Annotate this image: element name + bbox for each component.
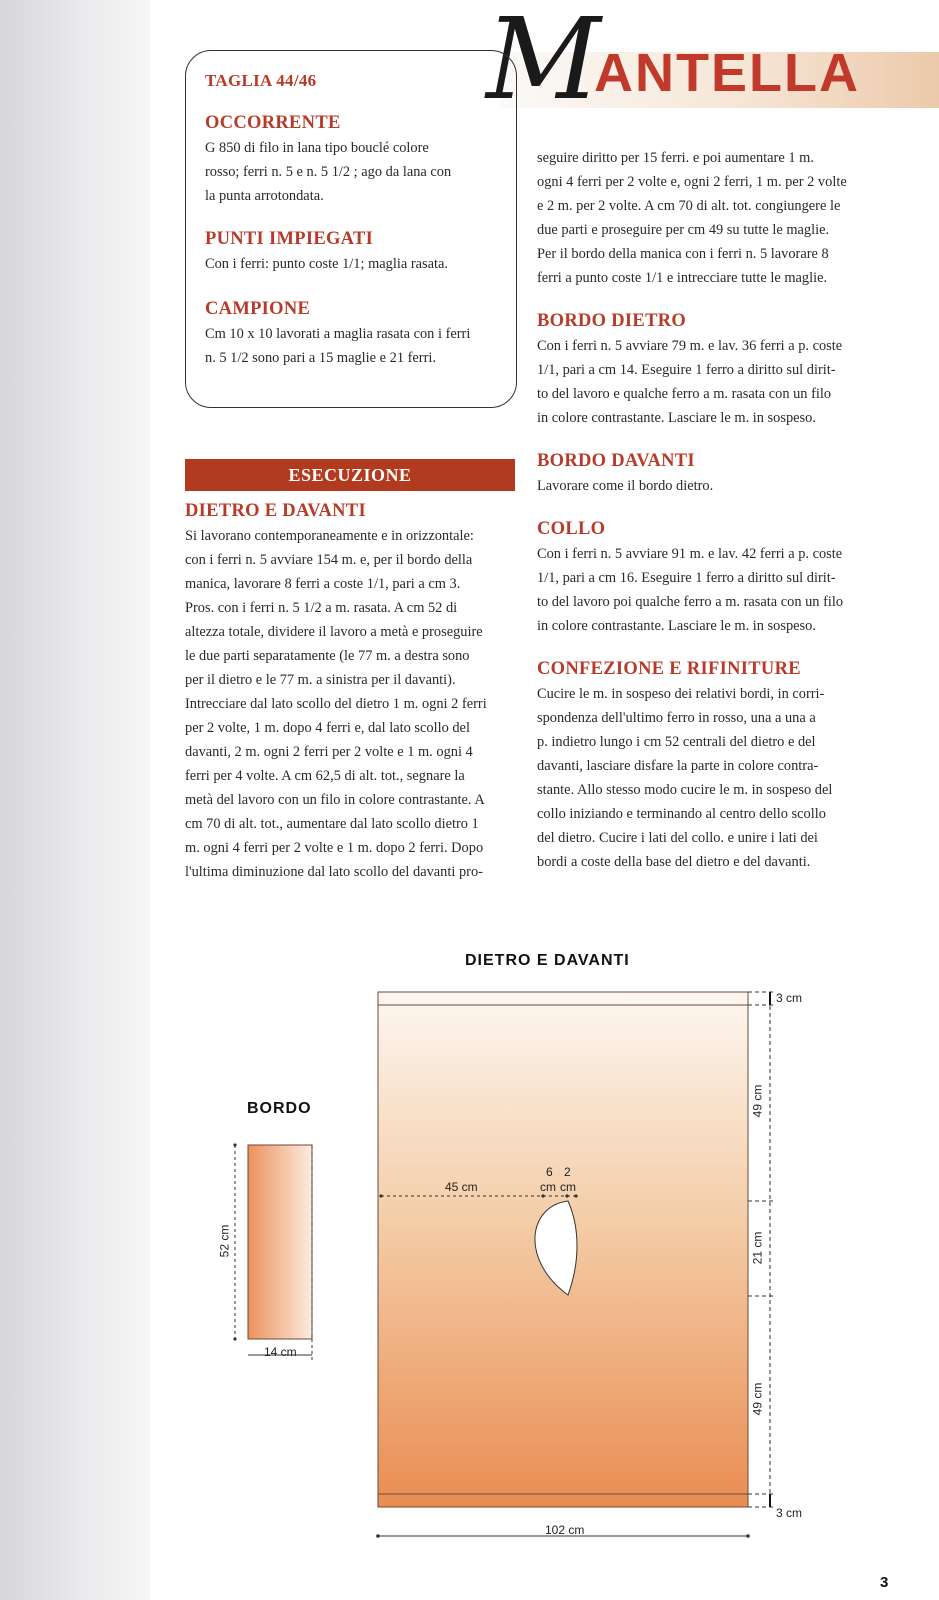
bordo-shape <box>248 1145 312 1339</box>
text-line: davanti, 2 m. ogni 2 ferri per 2 volte e 1 m. ogni 4 <box>185 744 473 760</box>
bordo-davanti-title: BORDO DAVANTI <box>537 451 695 471</box>
dim-dot <box>541 1194 544 1197</box>
text-line: Con i ferri n. 5 avviare 79 m. e lav. 36 ferri a p. coste <box>537 338 843 354</box>
text-line: metà del lavoro con un filo in colore contrastante. A <box>185 792 485 808</box>
text-line: 1/1, pari a cm 16. Eseguire 1 ferro a diritto sul dirit- <box>537 570 836 586</box>
dim-middle: 21 cm <box>750 1231 765 1265</box>
campione-title: CAMPIONE <box>205 299 311 319</box>
text-line: Intrecciare dal lato scollo del dietro 1 m. ogni 2 ferri <box>185 696 487 712</box>
punti-line: Con i ferri: punto coste 1/1; maglia rasata. <box>205 256 448 272</box>
confezione-title: CONFEZIONE E RIFINITURE <box>537 659 801 679</box>
text-line: seguire diritto per 15 ferri. e poi aumentare 1 m. <box>537 150 814 166</box>
text-line: 1/1, pari a cm 14. Eseguire 1 ferro a diritto sul dirit- <box>537 362 836 378</box>
title-script-letter: M <box>486 0 595 125</box>
text-line: collo iniziando e terminando al centro dello scollo <box>537 806 826 822</box>
text-line: ogni 4 ferri per 2 volte e, ogni 2 ferri, 1 m. per 2 volte <box>537 174 847 190</box>
text-line: le due parti separatamente (le 77 m. a destra sono <box>185 648 470 664</box>
text-line: in colore contrastante. Lasciare le m. in sospeso. <box>537 410 816 426</box>
text-line: Si lavorano contemporaneamente e in orizzontale: <box>185 528 474 544</box>
page-number: 3 <box>880 1574 889 1591</box>
text-line: ferri per 4 volte. A cm 62,5 di alt. tot., segnare la <box>185 768 465 784</box>
dim-neck-b-unit: cm <box>560 1180 576 1194</box>
dim-neck-a-unit: cm <box>540 1180 556 1194</box>
text-line: davanti, lasciare disfare la parte in colore contra- <box>537 758 819 774</box>
dim-bordo-width: 14 cm <box>264 1345 297 1359</box>
text-line: con i ferri n. 5 avviare 154 m. e, per il bordo della <box>185 552 473 568</box>
dim-bottom-band: 3 cm <box>776 1506 803 1520</box>
dim-width: 102 cm <box>545 1523 585 1537</box>
dim-neck-b-num: 2 <box>564 1165 571 1179</box>
size-label: TAGLIA 44/46 <box>205 71 317 90</box>
text-line: per 2 volte, 1 m. dopo 4 ferri e, dal lato scollo del <box>185 720 470 736</box>
text-line: Cucire le m. in sospeso dei relativi bordi, in corri- <box>537 686 825 702</box>
dim-neck-a-num: 6 <box>546 1165 553 1179</box>
text-line: e 2 m. per 2 volte. A cm 70 di alt. tot. congiungere le <box>537 198 841 214</box>
esecuzione-bar: ESECUZIONE <box>185 459 515 491</box>
dim-bordo-height: 52 cm <box>217 1224 232 1258</box>
text-line: to del lavoro e qualche ferro a m. rasata con un filo <box>537 386 832 402</box>
text-line: bordi a coste della base del dietro e del davanti. <box>537 854 811 870</box>
text-line: per il dietro e le 77 m. a sinistra per il davanti). <box>185 672 456 688</box>
text-line: ferri a punto coste 1/1 e intrecciare tutte le maglie. <box>537 270 828 286</box>
dim-top-band: 3 cm <box>776 991 803 1005</box>
diagram-bordo-title: BORDO <box>247 1100 312 1117</box>
dietro-davanti-title: DIETRO E DAVANTI <box>185 501 366 521</box>
occorrente-line: G 850 di filo in lana tipo bouclé colore <box>205 140 429 156</box>
text-line: Con i ferri n. 5 avviare 91 m. e lav. 42 ferri a p. coste <box>537 546 843 562</box>
text-line: stante. Allo stesso modo cucire le m. in sospeso del <box>537 782 833 798</box>
text-line: manica, lavorare 8 ferri a coste 1/1, pari a cm 3. <box>185 576 461 592</box>
text-line: in colore contrastante. Lasciare le m. in sospeso. <box>537 618 816 634</box>
dim-dot <box>379 1194 382 1197</box>
text-line: spondenza dell'ultimo ferro in rosso, una a una a <box>537 710 816 726</box>
text-line: altezza totale, dividere il lavoro a metà e proseguire <box>185 624 483 640</box>
dim-dot <box>746 1534 750 1538</box>
collo-title: COLLO <box>537 519 606 539</box>
dim-neck-offset: 45 cm <box>445 1180 478 1194</box>
text-line: Lavorare come il bordo dietro. <box>537 478 714 494</box>
dim-dot <box>565 1194 568 1197</box>
text-line: m. ogni 4 ferri per 2 volte e 1 m. dopo 2 ferri. Dopo <box>185 840 484 856</box>
bordo-dietro-title: BORDO DIETRO <box>537 311 687 331</box>
dim-dot <box>233 1143 236 1146</box>
text-line: del dietro. Cucire i lati del collo. e unire i lati dei <box>537 830 818 846</box>
text-line: to del lavoro poi qualche ferro a m. rasata con un filo <box>537 594 844 610</box>
campione-line: n. 5 1/2 sono pari a 15 maglie e 21 ferri. <box>205 350 436 366</box>
punti-title: PUNTI IMPIEGATI <box>205 229 374 249</box>
text-line: cm 70 di alt. tot., aumentare dal lato scollo dietro 1 <box>185 816 479 832</box>
diagram-main-title: DIETRO E DAVANTI <box>465 952 630 969</box>
text-line: Pros. con i ferri n. 5 1/2 a m. rasata. A cm 52 di <box>185 600 458 616</box>
dim-dot <box>233 1337 236 1340</box>
text-line: Per il bordo della manica con i ferri n. 5 lavorare 8 <box>537 246 829 262</box>
dim-lower: 49 cm <box>750 1382 765 1416</box>
text-line: l'ultima diminuzione dal lato scollo del davanti pro- <box>185 864 483 880</box>
occorrente-line: rosso; ferri n. 5 e n. 5 1/2 ; ago da lana con <box>205 164 452 180</box>
occorrente-title: OCCORRENTE <box>205 113 341 133</box>
dim-upper: 49 cm <box>750 1084 765 1118</box>
campione-line: Cm 10 x 10 lavorati a maglia rasata con i ferri <box>205 326 471 342</box>
page-title: ANTELLA <box>594 43 860 103</box>
text-line: p. indietro lungo i cm 52 centrali del dietro e del <box>537 734 816 750</box>
dim-dot <box>376 1534 380 1538</box>
dim-dot <box>574 1194 577 1197</box>
text-line: due parti e proseguire per cm 49 su tutte le maglie. <box>537 222 830 238</box>
occorrente-line: la punta arrotondata. <box>205 188 324 204</box>
